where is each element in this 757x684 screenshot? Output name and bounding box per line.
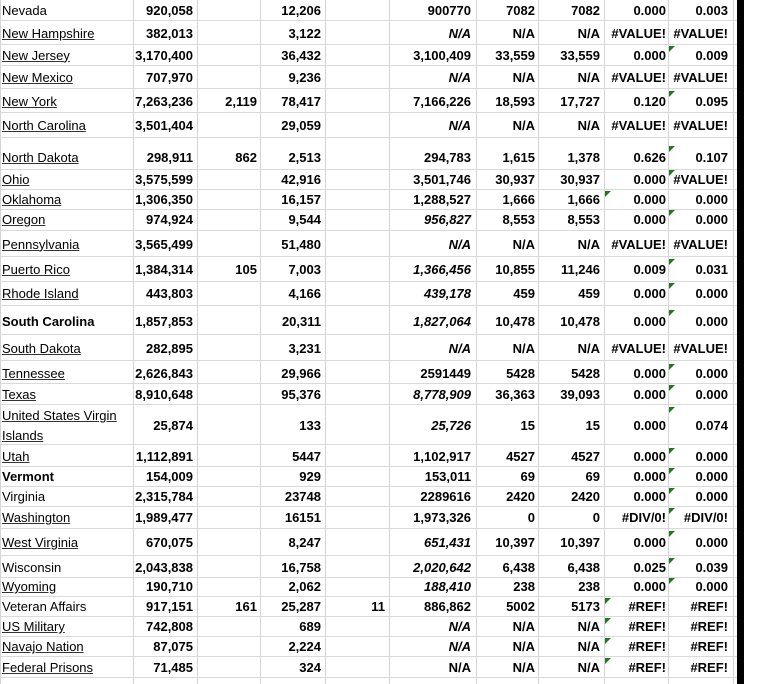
row-label-new-hampshire[interactable]: New Hampshire	[2, 25, 95, 41]
cell-c8[interactable]: 0.009	[633, 262, 666, 277]
cell-c9[interactable]: 0.000	[695, 212, 728, 227]
cell-c7[interactable]: 15	[585, 417, 600, 433]
row-label-north-dakota[interactable]: North Dakota	[2, 149, 79, 165]
row-label-navajo-nation[interactable]: Navajo Nation	[2, 639, 84, 654]
cell-c9[interactable]: 0.009	[695, 47, 728, 63]
cell-c5[interactable]: 8,778,909	[413, 386, 471, 402]
row-label-new-mexico[interactable]: New Mexico	[2, 70, 73, 85]
error-indicator-icon[interactable]	[669, 578, 675, 584]
cell-c9[interactable]: 0.031	[695, 262, 728, 277]
cell-c1[interactable]: 1,306,350	[135, 192, 193, 207]
cell-c6[interactable]: 8,553	[502, 212, 535, 227]
cell-c8[interactable]: 0.000	[633, 171, 666, 187]
cell-c7[interactable]: 10,478	[560, 314, 600, 329]
cell-c1[interactable]: 917,151	[146, 599, 193, 614]
cell-c9[interactable]: 0.000	[695, 386, 728, 402]
cell-c1[interactable]: 2,043,838	[135, 559, 193, 575]
cell-c3[interactable]: 16,758	[281, 559, 321, 575]
row-label-federal-prisons[interactable]: Federal Prisons	[2, 659, 94, 675]
window-edge	[737, 0, 744, 684]
cell-c6[interactable]: 10,397	[495, 535, 535, 550]
column-gridline	[133, 0, 134, 684]
cell-c9[interactable]: 0.000	[695, 449, 728, 464]
cell-c8[interactable]: #REF!	[628, 639, 666, 654]
cell-c6[interactable]: 69	[520, 469, 535, 484]
row-label-wyoming[interactable]: Wyoming	[2, 579, 57, 594]
error-indicator-icon[interactable]	[669, 468, 675, 474]
cell-c6[interactable]: N/A	[512, 659, 535, 675]
cell-c3[interactable]: 3,122	[288, 25, 321, 41]
row-label-ohio[interactable]: Ohio	[2, 171, 30, 187]
cell-c3[interactable]: 23748	[284, 489, 321, 504]
error-indicator-icon[interactable]	[605, 658, 611, 664]
cell-c6[interactable]: N/A	[512, 25, 535, 41]
cell-c6[interactable]: N/A	[512, 639, 535, 654]
row-label-rhode-island[interactable]: Rhode Island	[2, 286, 79, 301]
cell-c6[interactable]: N/A	[512, 117, 535, 133]
row-label-veteran-affairs[interactable]: Veteran Affairs	[2, 599, 87, 614]
error-indicator-icon[interactable]	[669, 508, 675, 514]
cell-c8[interactable]: #VALUE!	[611, 117, 666, 133]
row-gridline	[0, 677, 737, 678]
cell-c6[interactable]: N/A	[512, 70, 535, 85]
cell-c7[interactable]: N/A	[577, 117, 600, 133]
error-indicator-icon[interactable]	[605, 598, 611, 604]
cell-c3[interactable]: 9,236	[288, 70, 321, 85]
row-label-new-york[interactable]: New York	[2, 93, 57, 109]
cell-c9[interactable]: 0.107	[695, 149, 728, 165]
error-indicator-icon[interactable]	[669, 91, 675, 97]
cell-c7[interactable]: 2420	[571, 489, 600, 504]
cell-c2[interactable]: 105	[235, 262, 257, 277]
cell-c1[interactable]: 190,710	[146, 579, 193, 594]
error-indicator-icon[interactable]	[669, 407, 675, 413]
cell-c8[interactable]: #REF!	[628, 659, 666, 675]
cell-c7[interactable]: 7082	[571, 2, 600, 18]
column-gridline	[197, 0, 198, 684]
cell-c5[interactable]: 1,102,917	[413, 449, 471, 464]
cell-c9[interactable]: 0.000	[695, 489, 728, 504]
row-label-nevada[interactable]: Nevada	[2, 2, 47, 18]
cell-c4[interactable]: 11	[371, 599, 385, 614]
error-indicator-icon[interactable]	[669, 283, 675, 289]
cell-c1[interactable]: 742,808	[146, 619, 193, 634]
cell-c3[interactable]: 36,432	[281, 47, 321, 63]
row-gridline	[0, 169, 737, 170]
cell-c5[interactable]: 1,827,064	[413, 314, 471, 329]
cell-c7[interactable]: N/A	[577, 340, 600, 356]
cell-c7[interactable]: 238	[578, 579, 600, 594]
cell-c5[interactable]: 2591449	[420, 365, 471, 381]
error-indicator-icon[interactable]	[669, 558, 675, 564]
cell-c8[interactable]: #REF!	[628, 619, 666, 634]
cell-c7[interactable]: 6,438	[567, 559, 600, 575]
row-gridline	[0, 281, 737, 282]
cell-c8[interactable]: 0.000	[633, 2, 666, 18]
cell-c9[interactable]: 0.000	[695, 192, 728, 207]
cell-c5[interactable]: 7,166,226	[413, 93, 471, 109]
row-gridline	[0, 88, 737, 89]
cell-c1[interactable]: 8,910,648	[135, 386, 193, 402]
cell-c8[interactable]: #VALUE!	[611, 70, 666, 85]
cell-c1[interactable]: 974,924	[146, 212, 193, 227]
cell-c5[interactable]: 900770	[427, 2, 471, 18]
cell-c6[interactable]: 18,593	[495, 93, 535, 109]
cell-c7[interactable]: 4527	[571, 449, 600, 464]
cell-c9[interactable]: #VALUE!	[673, 236, 728, 252]
row-gridline	[0, 305, 737, 306]
cell-c9[interactable]: #VALUE!	[673, 70, 728, 85]
row-gridline	[0, 383, 737, 384]
cell-c5[interactable]: 2,020,642	[413, 559, 471, 575]
cell-c9[interactable]: #DIV/0!	[683, 510, 728, 525]
cell-c1[interactable]: 1,112,891	[135, 449, 193, 464]
cell-c8[interactable]: 0.000	[633, 535, 666, 550]
error-indicator-icon[interactable]	[669, 170, 675, 176]
cell-c1[interactable]: 2,315,784	[135, 489, 193, 504]
cell-c6[interactable]: 0	[527, 510, 535, 525]
cell-c5[interactable]: 886,862	[424, 599, 471, 614]
cell-c5[interactable]: 188,410	[424, 579, 471, 594]
cell-c7[interactable]: 33,559	[560, 47, 600, 63]
cell-c5[interactable]: 439,178	[424, 286, 471, 301]
cell-c9[interactable]: 0.000	[695, 579, 728, 594]
cell-c3[interactable]: 2,062	[288, 579, 321, 594]
cell-c5[interactable]: N/A	[448, 340, 471, 356]
row-label-puerto-rico[interactable]: Puerto Rico	[2, 262, 70, 277]
cell-c6[interactable]: 15	[520, 417, 535, 433]
row-gridline	[0, 65, 737, 66]
cell-c1[interactable]: 707,970	[146, 70, 193, 85]
row-label-new-jersey[interactable]: New Jersey	[2, 47, 70, 63]
cell-c6[interactable]: 459	[513, 286, 535, 301]
cell-c7[interactable]: 0	[592, 510, 600, 525]
cell-c7[interactable]: 5428	[571, 365, 600, 381]
row-gridline	[0, 506, 737, 507]
cell-c3[interactable]: 29,966	[281, 365, 321, 381]
cell-c5[interactable]: 2289616	[420, 489, 471, 504]
cell-c9[interactable]: #REF!	[690, 659, 728, 675]
cell-c1[interactable]: 1,857,853	[135, 314, 193, 329]
cell-c3[interactable]: 42,916	[281, 171, 321, 187]
cell-c3[interactable]: 5447	[292, 449, 321, 464]
row-label-utah[interactable]: Utah	[2, 449, 30, 464]
cell-c7[interactable]: 11,246	[560, 262, 600, 277]
column-gridline	[538, 0, 539, 684]
cell-c8[interactable]: 0.000	[633, 449, 666, 464]
error-indicator-icon[interactable]	[669, 310, 675, 316]
cell-c9[interactable]: #VALUE!	[673, 171, 728, 187]
cell-c3[interactable]: 689	[299, 619, 321, 634]
cell-c2[interactable]: 862	[235, 149, 257, 165]
row-label-virginia[interactable]: Virginia	[2, 489, 46, 504]
cell-c9[interactable]: 0.000	[695, 535, 728, 550]
row-label-tennessee[interactable]: Tennessee	[2, 365, 65, 381]
cell-c8[interactable]: 0.000	[633, 386, 666, 402]
row-gridline	[0, 486, 737, 487]
cell-c2[interactable]: 2,119	[225, 93, 257, 109]
cell-c1[interactable]: 3,501,404	[135, 117, 193, 133]
cell-c1[interactable]: 1,989,477	[135, 510, 193, 525]
cell-c3[interactable]: 51,480	[281, 236, 321, 252]
cell-c8[interactable]: #REF!	[628, 599, 666, 614]
row-gridline	[0, 360, 737, 361]
cell-c9[interactable]: 0.039	[695, 559, 728, 575]
row-gridline	[0, 404, 737, 405]
error-indicator-icon[interactable]	[669, 385, 675, 391]
cell-c8[interactable]: 0.000	[633, 192, 666, 207]
cell-c8[interactable]: #DIV/0!	[621, 510, 666, 525]
cell-c7[interactable]: 1,378	[567, 149, 600, 165]
cell-c6[interactable]: 10,478	[495, 314, 535, 329]
cell-c7[interactable]: 5173	[571, 599, 600, 614]
cell-c5[interactable]: N/A	[448, 25, 471, 41]
cell-c7[interactable]: 30,937	[560, 171, 600, 187]
cell-c3[interactable]: 78,417	[281, 93, 321, 109]
column-gridline	[604, 0, 605, 684]
row-label-oregon[interactable]: Oregon	[2, 212, 46, 227]
cell-c9[interactable]: #REF!	[690, 639, 728, 654]
cell-c8[interactable]: 0.120	[633, 93, 666, 109]
cell-c9[interactable]: #VALUE!	[673, 117, 728, 133]
cell-c6[interactable]: 6,438	[502, 559, 535, 575]
cell-c6[interactable]: 5002	[506, 599, 535, 614]
cell-c1[interactable]: 282,895	[146, 340, 193, 356]
cell-c9[interactable]: 0.095	[695, 93, 728, 109]
error-indicator-icon[interactable]	[669, 146, 675, 152]
cell-c8[interactable]: 0.000	[633, 489, 666, 504]
cell-c5[interactable]: N/A	[448, 659, 471, 675]
cell-c6[interactable]: 33,559	[495, 47, 535, 63]
cell-c6[interactable]: 10,855	[495, 262, 535, 277]
cell-c1[interactable]: 71,485	[153, 659, 193, 675]
row-gridline	[0, 656, 737, 657]
cell-c1[interactable]: 154,009	[146, 469, 193, 484]
cell-c3[interactable]: 20,311	[281, 314, 321, 329]
cell-c5[interactable]: 1,366,456	[413, 262, 471, 277]
cell-c3[interactable]: 2,513	[288, 149, 321, 165]
cell-c5[interactable]: 1,973,326	[413, 510, 471, 525]
cell-c6[interactable]: 5428	[506, 365, 535, 381]
cell-c5[interactable]: 956,827	[424, 212, 471, 227]
column-gridline	[733, 0, 734, 684]
cell-c5[interactable]: 153,011	[424, 469, 471, 484]
cell-c9[interactable]: #REF!	[690, 619, 728, 634]
cell-c6[interactable]: 1,615	[502, 149, 535, 165]
row-label-pennsylvania[interactable]: Pennsylvania	[2, 236, 80, 252]
cell-c5[interactable]: N/A	[448, 619, 471, 634]
cell-c3[interactable]: 133	[299, 417, 321, 433]
cell-c6[interactable]: 30,937	[495, 171, 535, 187]
cell-c3[interactable]: 29,059	[281, 117, 321, 133]
cell-c5[interactable]: 25,726	[431, 417, 471, 433]
cell-c3[interactable]: 25,287	[281, 599, 321, 614]
row-label-washington[interactable]: Washington	[2, 510, 71, 525]
cell-c9[interactable]: 0.003	[695, 2, 728, 18]
cell-c8[interactable]: 0.000	[633, 579, 666, 594]
cell-c5[interactable]: 3,501,746	[413, 171, 471, 187]
cell-c2[interactable]: 161	[235, 599, 257, 614]
cell-c3[interactable]: 8,247	[288, 535, 321, 550]
cell-c7[interactable]: N/A	[577, 619, 600, 634]
cell-c6[interactable]: N/A	[512, 619, 535, 634]
cell-c6[interactable]: 238	[513, 579, 535, 594]
cell-c1[interactable]: 1,384,314	[135, 262, 193, 277]
cell-c5[interactable]: N/A	[448, 117, 471, 133]
cell-c3[interactable]: 12,206	[281, 2, 321, 18]
row-gridline	[0, 230, 737, 231]
error-indicator-icon[interactable]	[669, 364, 675, 370]
cell-c7[interactable]: 459	[578, 286, 600, 301]
cell-c6[interactable]: N/A	[512, 340, 535, 356]
cell-c8[interactable]: 0.000	[633, 314, 666, 329]
error-indicator-icon[interactable]	[605, 638, 611, 644]
row-gridline	[0, 137, 737, 138]
cell-c7[interactable]: 8,553	[567, 212, 600, 227]
cell-c1[interactable]: 443,803	[146, 286, 193, 301]
row-label-wisconsin[interactable]: Wisconsin	[2, 559, 62, 575]
cell-c5[interactable]: 1,288,527	[413, 192, 471, 207]
cell-c1[interactable]: 25,874	[153, 417, 193, 433]
error-indicator-icon[interactable]	[669, 531, 675, 537]
column-gridline	[476, 0, 477, 684]
cell-c1[interactable]: 3,565,499	[135, 236, 193, 252]
row-gridline	[0, 112, 737, 113]
cell-c8[interactable]: 0.000	[633, 47, 666, 63]
row-label-south-dakota[interactable]: South Dakota	[2, 340, 81, 356]
cell-c8[interactable]: #VALUE!	[611, 25, 666, 41]
cell-c7[interactable]: N/A	[577, 639, 600, 654]
row-label-united-states-virgin-islands[interactable]: United States Virgin Islands	[2, 408, 117, 443]
error-indicator-icon[interactable]	[605, 191, 611, 197]
column-gridline	[0, 0, 1, 684]
row-gridline	[0, 256, 737, 257]
cell-c6[interactable]: 7082	[506, 2, 535, 18]
cell-c1[interactable]: 3,575,599	[135, 171, 193, 187]
cell-c9[interactable]: 0.074	[695, 417, 728, 433]
cell-c3[interactable]: 16151	[284, 510, 321, 525]
cell-c6[interactable]: 2420	[506, 489, 535, 504]
error-indicator-icon[interactable]	[669, 259, 675, 265]
row-label-west-virginia[interactable]: West Virginia	[2, 535, 79, 550]
cell-c8[interactable]: #VALUE!	[611, 236, 666, 252]
row-gridline	[0, 528, 737, 529]
row-gridline	[0, 334, 737, 335]
row-gridline	[0, 209, 737, 210]
cell-c3[interactable]: 3,231	[288, 340, 321, 356]
row-label-us-military[interactable]: US Military	[2, 619, 65, 634]
cell-c9[interactable]: 0.000	[695, 365, 728, 381]
cell-c1[interactable]: 2,626,843	[135, 365, 193, 381]
row-label-oklahoma[interactable]: Oklahoma	[2, 192, 62, 207]
cell-c5[interactable]: 651,431	[424, 535, 471, 550]
cell-c8[interactable]: 0.000	[633, 417, 666, 433]
cell-c5[interactable]: N/A	[448, 70, 471, 85]
cell-c8[interactable]: 0.000	[633, 469, 666, 484]
cell-c8[interactable]: 0.626	[633, 149, 666, 165]
cell-c7[interactable]: N/A	[577, 659, 600, 675]
column-gridline	[325, 0, 326, 684]
row-gridline	[0, 636, 737, 637]
cell-c9[interactable]: #VALUE!	[673, 340, 728, 356]
error-indicator-icon[interactable]	[669, 46, 675, 52]
cell-c1[interactable]: 3,170,400	[135, 47, 193, 63]
row-label-south-carolina[interactable]: South Carolina	[2, 314, 95, 329]
cell-c3[interactable]: 2,224	[288, 639, 321, 654]
cell-c3[interactable]: 9,544	[288, 212, 321, 227]
error-indicator-icon[interactable]	[669, 488, 675, 494]
row-label-north-carolina[interactable]: North Carolina	[2, 117, 86, 133]
cell-c1[interactable]: 298,911	[146, 149, 193, 165]
cell-c3[interactable]: 95,376	[281, 386, 321, 402]
cell-c7[interactable]: N/A	[577, 236, 600, 252]
cell-c8[interactable]: 0.000	[633, 365, 666, 381]
cell-c7[interactable]: 69	[585, 469, 600, 484]
row-gridline	[0, 466, 737, 467]
cell-c9[interactable]: #REF!	[690, 599, 728, 614]
cell-c6[interactable]: 1,666	[502, 192, 535, 207]
cell-c8[interactable]: 0.000	[633, 212, 666, 227]
cell-c1[interactable]: 920,058	[146, 2, 193, 18]
column-gridline	[260, 0, 261, 684]
cell-c9[interactable]: #VALUE!	[673, 25, 728, 41]
cell-c3[interactable]: 324	[299, 659, 321, 675]
error-indicator-icon[interactable]	[669, 448, 675, 454]
cell-c6[interactable]: 4527	[506, 449, 535, 464]
row-label-texas[interactable]: Texas	[2, 386, 36, 402]
cell-c8[interactable]: 0.000	[633, 286, 666, 301]
cell-c7[interactable]: 10,397	[560, 535, 600, 550]
cell-c7[interactable]: N/A	[577, 25, 600, 41]
cell-c5[interactable]: 3,100,409	[413, 47, 471, 63]
cell-c6[interactable]: 36,363	[495, 386, 535, 402]
cell-c3[interactable]: 929	[299, 469, 321, 484]
cell-c3[interactable]: 7,003	[288, 262, 321, 277]
cell-c5[interactable]: N/A	[448, 639, 471, 654]
cell-c1[interactable]: 87,075	[153, 639, 193, 654]
row-gridline	[0, 189, 737, 190]
row-gridline	[0, 20, 737, 21]
error-indicator-icon[interactable]	[669, 210, 675, 216]
cell-c9[interactable]: 0.000	[695, 286, 728, 301]
cell-c9[interactable]: 0.000	[695, 469, 728, 484]
row-gridline	[0, 44, 737, 45]
cell-c1[interactable]: 382,013	[146, 25, 193, 41]
cell-c7[interactable]: 39,093	[560, 386, 600, 402]
cell-c1[interactable]: 7,263,236	[135, 93, 193, 109]
cell-c5[interactable]: 294,783	[424, 149, 471, 165]
cell-c3[interactable]: 4,166	[288, 286, 321, 301]
cell-c3[interactable]: 16,157	[281, 192, 321, 207]
row-gridline	[0, 577, 737, 578]
row-gridline	[0, 596, 737, 597]
column-gridline	[389, 0, 390, 684]
cell-c7[interactable]: 1,666	[567, 192, 600, 207]
cell-c7[interactable]: N/A	[577, 70, 600, 85]
cell-c9[interactable]: 0.000	[695, 314, 728, 329]
cell-c7[interactable]: 17,727	[560, 93, 600, 109]
cell-c5[interactable]: N/A	[448, 236, 471, 252]
cell-c1[interactable]: 670,075	[146, 535, 193, 550]
row-gridline	[0, 616, 737, 617]
cell-c8[interactable]: #VALUE!	[611, 340, 666, 356]
cell-c6[interactable]: N/A	[512, 236, 535, 252]
row-label-vermont[interactable]: Vermont	[2, 469, 55, 484]
row-gridline	[0, 555, 737, 556]
cell-c8[interactable]: 0.025	[633, 559, 666, 575]
error-indicator-icon[interactable]	[605, 618, 611, 624]
